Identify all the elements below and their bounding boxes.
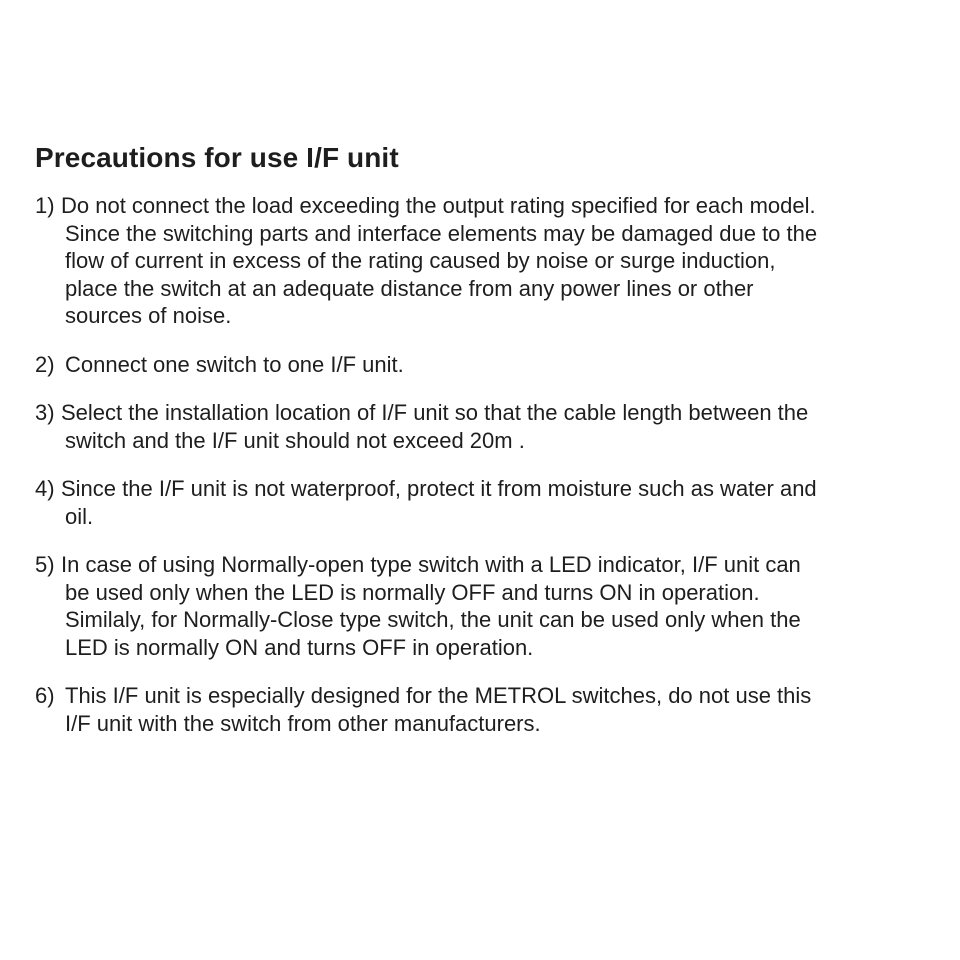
item-number: 2) [35, 351, 55, 377]
item-line: oil. [65, 503, 94, 529]
item-line: Since the I/F unit is not waterproof, protect it from moisture such as water and [61, 476, 817, 501]
item-number: 4) [35, 476, 55, 501]
item-text [65, 682, 915, 737]
item-line: This I/F unit is especially designed for the METROL switches, do not use this [65, 683, 812, 708]
item-number: 6) [35, 683, 55, 708]
list-item [35, 475, 935, 530]
item-text [61, 399, 915, 454]
item-line: Connect one switch to one I/F unit. [65, 351, 404, 377]
list-item [35, 399, 935, 454]
item-line: I/F unit with the switch from other manufacturers. [65, 710, 541, 736]
list-item [35, 192, 935, 330]
list-item [35, 682, 935, 737]
item-number: 5) [35, 552, 55, 577]
item-number: 3) [35, 400, 55, 425]
item-text [65, 351, 915, 379]
item-text [61, 551, 915, 661]
document-title: Precautions for use I/F unit [35, 142, 399, 173]
item-line: place the switch at an adequate distance from any power lines or other [65, 275, 754, 301]
item-line: sources of noise. [65, 303, 232, 328]
item-text [61, 192, 915, 330]
item-line: Select the installation location of I/F unit so that the cable length between the [61, 400, 809, 425]
document [35, 140, 935, 758]
list-item [35, 551, 935, 661]
list-item [35, 351, 935, 379]
item-line: LED is normally ON and turns OFF in operation. [65, 634, 534, 660]
item-line: In case of using Normally-open type switch with a LED indicator, I/F unit can [61, 552, 801, 577]
item-line: flow of current in excess of the rating caused by noise or surge induction, [65, 248, 776, 273]
item-line: be used only when the LED is normally OFF and turns ON in operation. [65, 579, 760, 605]
precautions-list [35, 192, 935, 737]
item-line: Since the switching parts and interface elements may be damaged due to the [65, 220, 818, 246]
item-line: Do not connect the load exceeding the output rating specified for each model. [61, 193, 816, 218]
item-line: switch and the I/F unit should not exceed 20m . [65, 427, 525, 453]
item-number: 1) [35, 193, 55, 218]
item-line: Similaly, for Normally-Close type switch, the unit can be used only when the [65, 607, 801, 632]
item-text [61, 475, 915, 530]
